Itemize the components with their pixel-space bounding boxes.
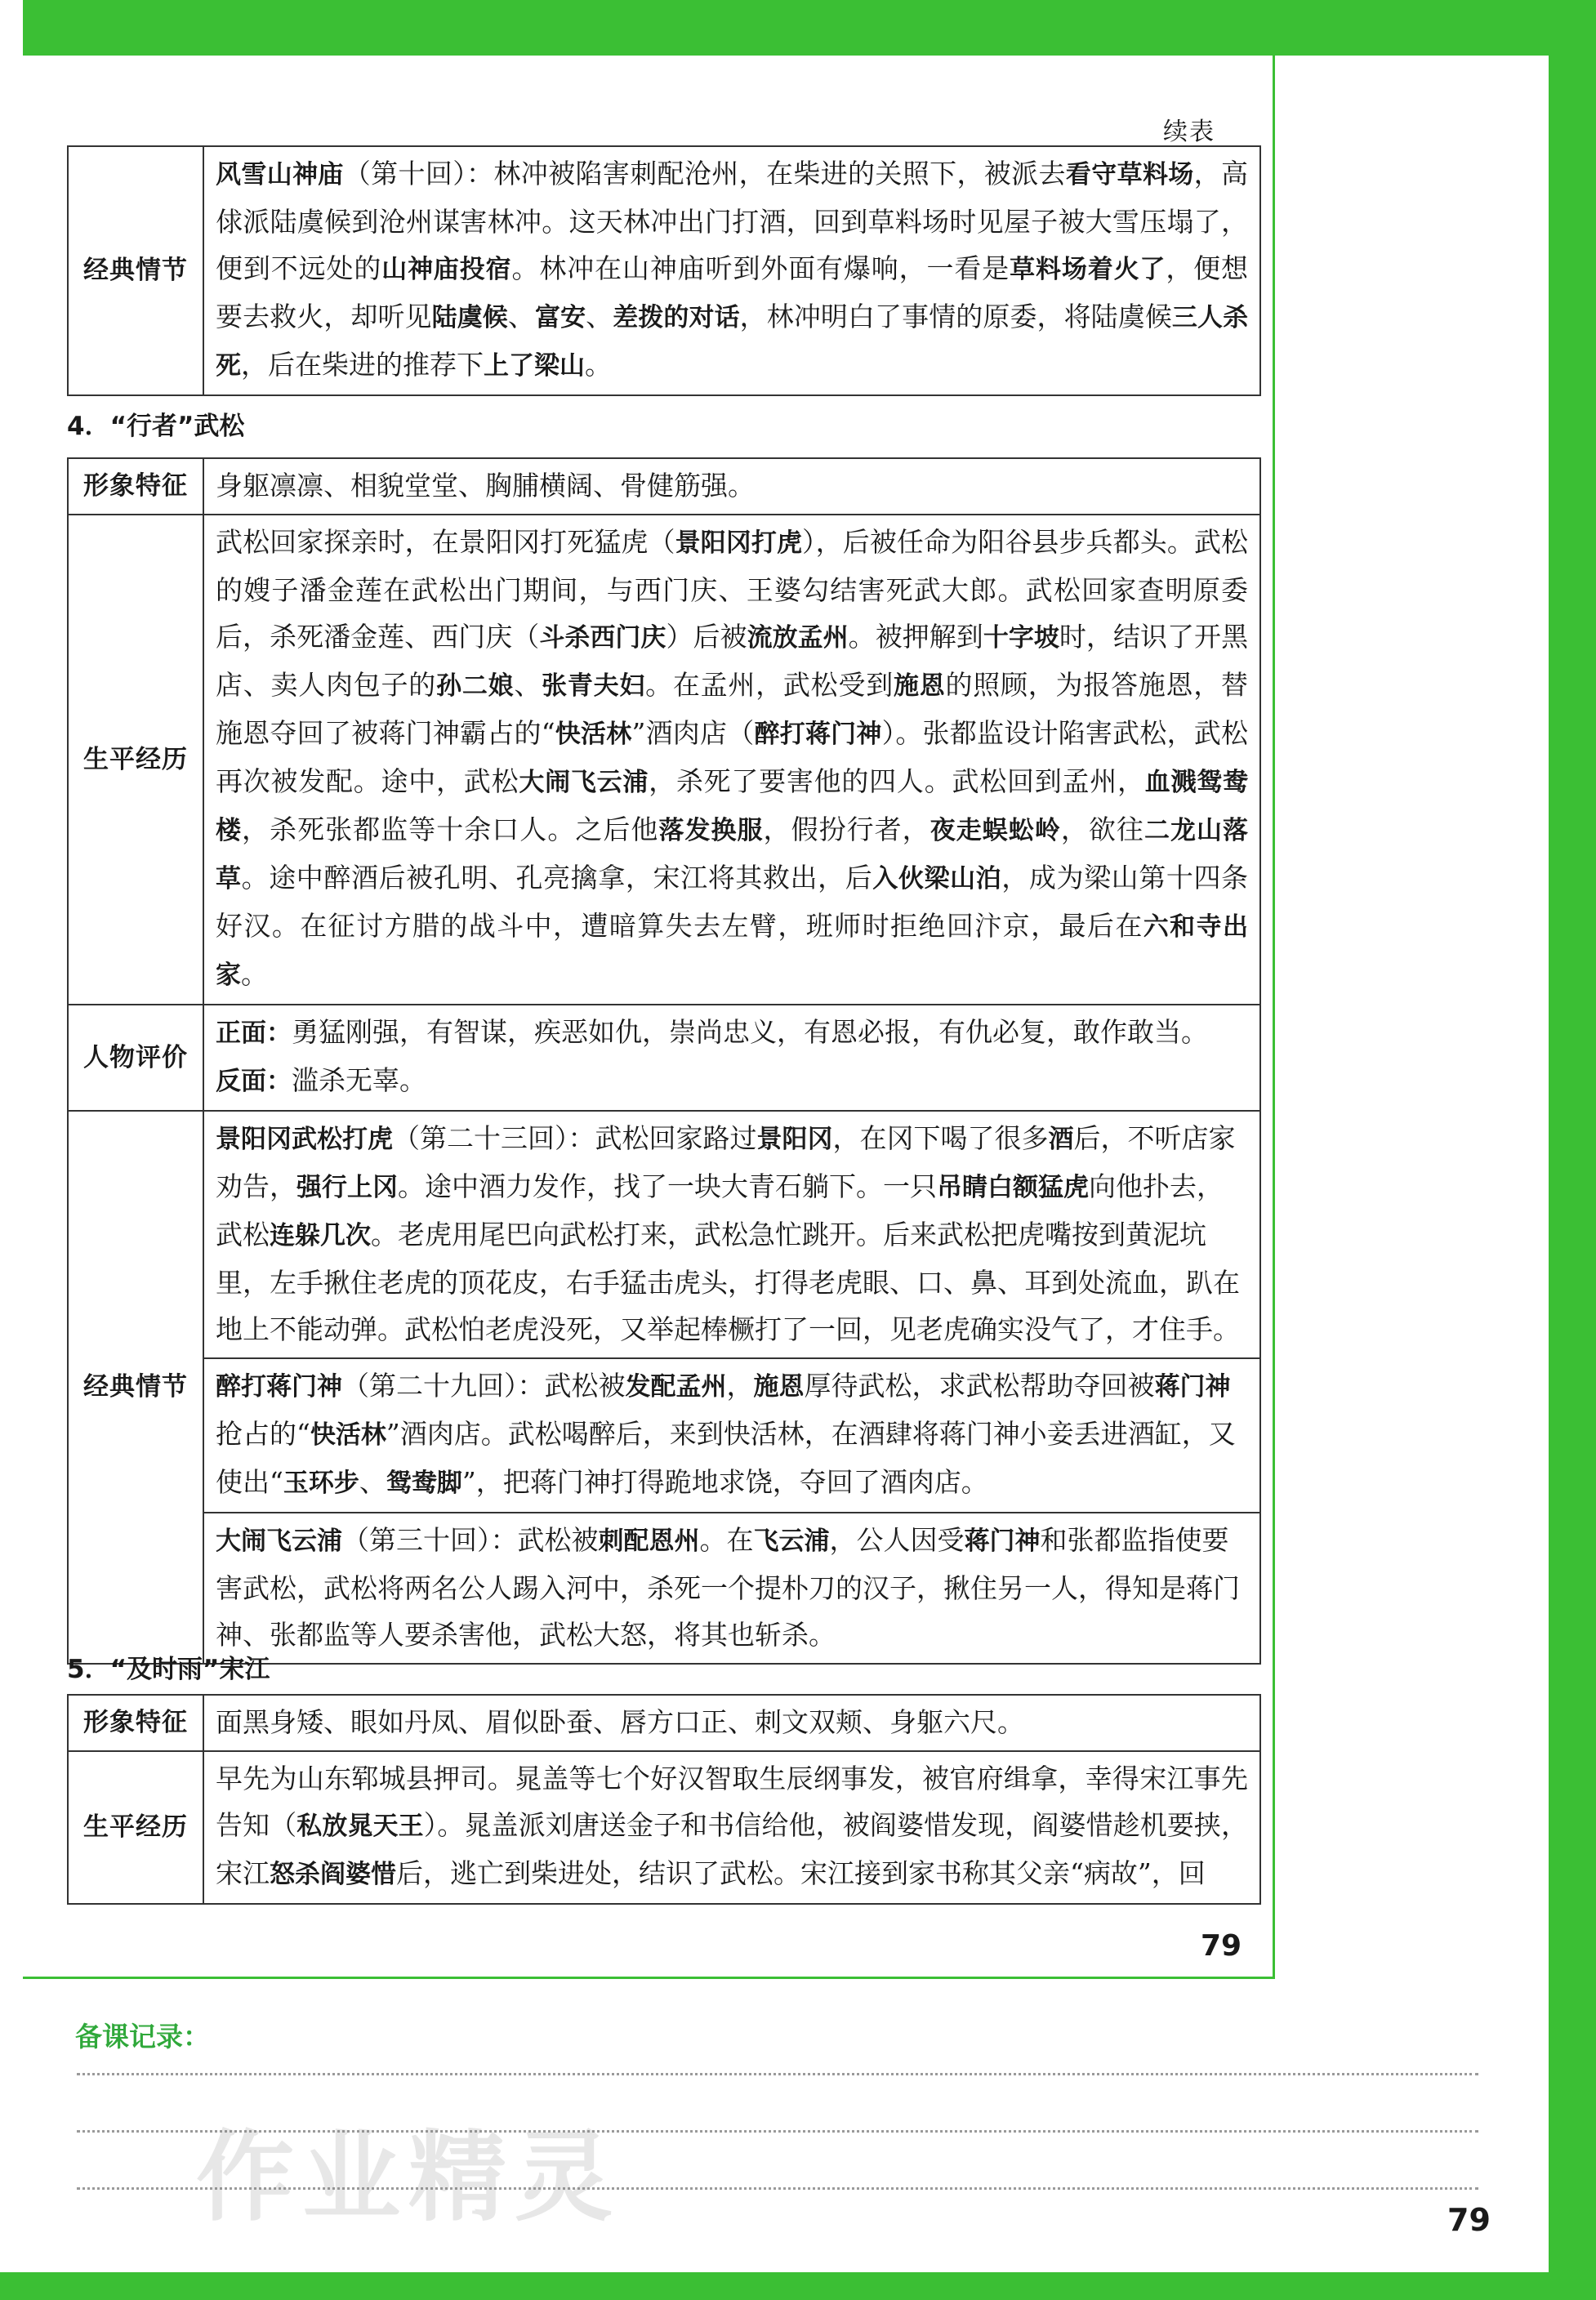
notes-line[interactable] bbox=[77, 2073, 1478, 2075]
text-run: ）后被 bbox=[666, 621, 747, 653]
bold-keyword: 鸳鸯脚 bbox=[386, 1469, 462, 1498]
plot-1 bbox=[204, 1112, 1259, 1357]
text-run: 后，逃亡到柴进处，结识了武松。宋江接到家书称其父亲“病故”，回 bbox=[396, 1857, 1206, 1889]
songjiang-table bbox=[67, 1694, 1261, 1905]
bold-keyword: 酒 bbox=[1048, 1125, 1074, 1154]
text-run: 。 bbox=[241, 958, 268, 990]
bold-keyword: 上了梁山 bbox=[484, 351, 585, 381]
bold-keyword: 大闹飞云浦 bbox=[216, 1527, 342, 1556]
page-number-outer: 79 bbox=[1447, 2202, 1491, 2238]
lin-chong-plot bbox=[203, 146, 1260, 395]
bold-keyword: 快活林 bbox=[310, 1420, 386, 1450]
bold-keyword: 血溅鸳鸯楼 bbox=[216, 768, 1249, 845]
text-run: ）。张都监设计陷害武松，武松再次被发配。途中，武松 bbox=[216, 717, 1249, 797]
text-run: 。被押解到 bbox=[848, 621, 983, 653]
bold-keyword: 看守草料场 bbox=[1065, 160, 1194, 189]
bold-keyword: 入伙梁山泊 bbox=[872, 864, 1002, 894]
plot-3 bbox=[204, 1512, 1259, 1663]
bold-keyword: 山神庙投宿 bbox=[381, 255, 512, 284]
continued-label: 续表 bbox=[1163, 118, 1215, 146]
text-run: 。 bbox=[585, 349, 612, 381]
evaluation-text bbox=[203, 1005, 1260, 1111]
bold-keyword: 张青夫妇 bbox=[542, 671, 646, 701]
text-run: （第三十回）：武松被 bbox=[342, 1524, 599, 1556]
bold-keyword: 蒋门神 bbox=[1154, 1372, 1231, 1402]
plot-label: 经典情节 bbox=[68, 146, 203, 395]
bold-keyword: 怒杀阎婆惜 bbox=[270, 1860, 396, 1889]
text-run: 、 bbox=[514, 669, 542, 701]
bold-keyword: 吊睛白额猛虎 bbox=[937, 1173, 1089, 1202]
bold-keyword: 施恩 bbox=[893, 671, 946, 701]
text-run: ，假扮行者， bbox=[763, 813, 930, 845]
bold-keyword: 蒋门神 bbox=[964, 1527, 1041, 1556]
bold-keyword: 醉打蒋门神 bbox=[754, 720, 882, 749]
bold-keyword: 二龙山落草 bbox=[216, 816, 1249, 894]
bold-keyword: 醉打蒋门神 bbox=[216, 1372, 342, 1402]
text-run: 和张都监指使要害武松，武松将两名公人踢入河中，杀死一个提朴刀的汉子，揪住另一人，得知是蒋门神、张都监等人要杀害他，武松大怒，将其也斩杀。 bbox=[216, 1524, 1240, 1651]
bold-keyword: 陆虞候 bbox=[431, 303, 508, 332]
text-run: 后，不听店家劝告， bbox=[216, 1122, 1236, 1202]
text-run: ）。晁盖派刘唐送金子和书信给他，被阎婆惜发现，阎婆惜趁机要挟，宋江 bbox=[216, 1809, 1249, 1889]
notes-label: 备课记录： bbox=[75, 2021, 210, 2053]
plot-2 bbox=[204, 1357, 1259, 1512]
bold-keyword: 六和寺出家 bbox=[216, 912, 1248, 990]
bold-keyword: 流放孟州 bbox=[747, 623, 849, 653]
bold-keyword: 飞云浦 bbox=[753, 1527, 830, 1556]
plot-cell bbox=[203, 1111, 1260, 1664]
text-run: 时，结识了开黑店、卖人肉包子的 bbox=[216, 621, 1249, 701]
negative-text: 滥杀无辜。 bbox=[292, 1064, 426, 1096]
text-run: 向他扑去，武松 bbox=[216, 1170, 1224, 1250]
bold-keyword: 风雪山神庙 bbox=[216, 160, 344, 189]
text-run: 。老虎用尾巴向武松打来，武松急忙跳开。后来武松把虎嘴按到黄泥坑里，左手揪住老虎的顶花皮，右手猛击虎头，打得老虎眼、口、鼻、耳到处流血，趴在地上不能动弹。武松怕老虎没死，又举起棒橛打了一回，见老虎确实没气了，才住手。 bbox=[216, 1219, 1240, 1345]
positive-text: 勇猛刚强，有智谋，疾恶如仇，崇尚忠义，有恩必报，有仇必复，敢作敢当。 bbox=[292, 1016, 1208, 1048]
page-number: 79 bbox=[1201, 1929, 1242, 1963]
text-run: ，高俅派陆虞候到沧州谋害林冲。这天林冲出门打酒，回到草料场时见屋子被大雪压塌了，便到不远处的 bbox=[216, 158, 1249, 284]
bold-keyword: 强行上冈 bbox=[296, 1173, 398, 1202]
section-heading-songjiang: 5．“及时雨”宋江 bbox=[67, 1655, 270, 1684]
bold-keyword: 景阳冈 bbox=[756, 1125, 833, 1154]
life-label: 生平经历 bbox=[68, 1751, 203, 1904]
text-run: （第二十九回）：武松被 bbox=[342, 1370, 626, 1402]
bold-keyword: 孙二娘 bbox=[436, 671, 515, 701]
life-text bbox=[203, 1751, 1260, 1904]
text-run: ，在冈下喝了很多 bbox=[832, 1122, 1049, 1154]
text-run: 、 bbox=[586, 301, 613, 332]
text-run: ，杀死张都监等十余口人。之后他 bbox=[242, 813, 659, 845]
bold-keyword: 连躲几次 bbox=[270, 1221, 371, 1250]
text-run: （第二十三回）：武松回家路过 bbox=[393, 1122, 757, 1154]
text-run: ”，把蒋门神打得跪地求饶，夺回了酒肉店。 bbox=[461, 1466, 988, 1498]
text-run: 。林冲在山神庙听到外面有爆响，一看是 bbox=[511, 252, 1010, 284]
appearance-text: 身躯凛凛、相貌堂堂、胸脯横阔、骨健筋强。 bbox=[203, 458, 1260, 515]
text-run: 、 bbox=[359, 1466, 386, 1498]
bold-keyword: 施恩 bbox=[753, 1372, 805, 1402]
section-heading-wusong: 4．“行者”武松 bbox=[67, 412, 245, 441]
text-run: ，后在柴进的推荐下 bbox=[241, 349, 484, 381]
text-run: ，便想要去救火，却听见 bbox=[216, 252, 1249, 332]
life-label: 生平经历 bbox=[68, 515, 203, 1005]
text-run: 、 bbox=[507, 301, 535, 332]
bold-keyword: 大闹飞云浦 bbox=[519, 768, 649, 797]
text-run: 武松回家探亲时，在景阳冈打死猛虎（ bbox=[216, 526, 675, 558]
text-run: ），后被任命为阳谷县步兵都头。武松的嫂子潘金莲在武松出门期间，与西门庆、王婆勾结害死武大郎。武松回家查明原委后，杀死潘金莲、西门庆（ bbox=[216, 526, 1249, 653]
appearance-label: 形象特征 bbox=[68, 458, 203, 515]
bold-keyword: 快活林 bbox=[555, 720, 632, 749]
negative-label: 反面： bbox=[216, 1067, 292, 1096]
text-run: 。在 bbox=[699, 1524, 754, 1556]
text-run: ”酒肉店（ bbox=[631, 717, 755, 749]
text-run: ， bbox=[726, 1370, 754, 1402]
appearance-label: 形象特征 bbox=[68, 1695, 203, 1751]
bold-keyword: 发配孟州 bbox=[625, 1372, 727, 1402]
evaluation-label: 人物评价 bbox=[68, 1005, 203, 1111]
watermark: 作业精灵 bbox=[196, 2121, 621, 2235]
text-run: 抢占的“ bbox=[216, 1418, 310, 1450]
wusong-table bbox=[67, 457, 1261, 1665]
bold-keyword: 夜走蜈蚣岭 bbox=[930, 816, 1061, 845]
bold-keyword: 刺配恩州 bbox=[598, 1527, 700, 1556]
text-run: （第十回）：林冲被陷害刺配沧州，在柴进的关照下，被派去 bbox=[343, 158, 1066, 189]
top-green-band bbox=[23, 0, 1596, 56]
text-run: ，杀死了要害他的四人。武松回到孟州， bbox=[649, 765, 1145, 797]
bold-keyword: 斗杀西门庆 bbox=[539, 623, 666, 653]
text-run: 。途中酒力发作，找了一块大青石躺下。一只 bbox=[398, 1170, 937, 1202]
appearance-text: 面黑身矮、眼如丹凤、眉似卧蚕、唇方口正、刺文双颊、身躯六尺。 bbox=[203, 1695, 1260, 1751]
bottom-green-band bbox=[0, 2272, 1596, 2300]
bold-keyword: 私放晁天王 bbox=[296, 1812, 424, 1841]
life-text bbox=[203, 515, 1260, 1005]
text-run: ，林冲明白了事情的原委，将陆虞候 bbox=[739, 301, 1172, 332]
bold-keyword: 十字坡 bbox=[983, 623, 1059, 653]
positive-label: 正面： bbox=[216, 1019, 292, 1048]
text-run: ，欲往 bbox=[1060, 813, 1144, 845]
text-run: 。在孟州，武松受到 bbox=[645, 669, 894, 701]
bold-keyword: 落发换服 bbox=[658, 816, 764, 845]
text-run: ，公人因受 bbox=[829, 1524, 965, 1556]
text-run: 早先为山东郓城县押司。晁盖等七个好汉智取生辰纲事发，被官府缉拿，幸得宋江事先告知（ bbox=[216, 1763, 1248, 1841]
bold-keyword: 富安 bbox=[534, 303, 586, 332]
text-run: 厚待武松，求武松帮助夺回被 bbox=[804, 1370, 1155, 1402]
text-run: ，成为梁山第十四条好汉。在征讨方腊的战斗中，遭暗算失去左臂，班师时拒绝回汴京，最后在 bbox=[216, 862, 1249, 942]
bold-keyword: 三人杀死 bbox=[216, 303, 1249, 381]
text-run: 。途中醉酒后被孔明、孔亮擒拿，宋江将其救出，后 bbox=[241, 862, 873, 894]
bold-keyword: 差拨的对话 bbox=[613, 303, 740, 332]
bold-keyword: 草料场着火了 bbox=[1010, 255, 1166, 284]
right-green-band bbox=[1549, 0, 1596, 2300]
lin-chong-table bbox=[67, 145, 1261, 396]
plot-label: 经典情节 bbox=[68, 1111, 203, 1664]
bold-keyword: 景阳冈武松打虎 bbox=[216, 1125, 393, 1154]
text-run: ”酒肉店。武松喝醉后，来到快活林，在酒肆将蒋门神小妾丢进酒缸，又使出“ bbox=[216, 1418, 1236, 1498]
text-run: 的照顾，为报答施恩，替施恩夺回了被蒋门神霸占的“ bbox=[216, 669, 1249, 749]
bold-keyword: 景阳冈打虎 bbox=[675, 528, 803, 558]
bold-keyword: 玉环步 bbox=[283, 1469, 359, 1498]
